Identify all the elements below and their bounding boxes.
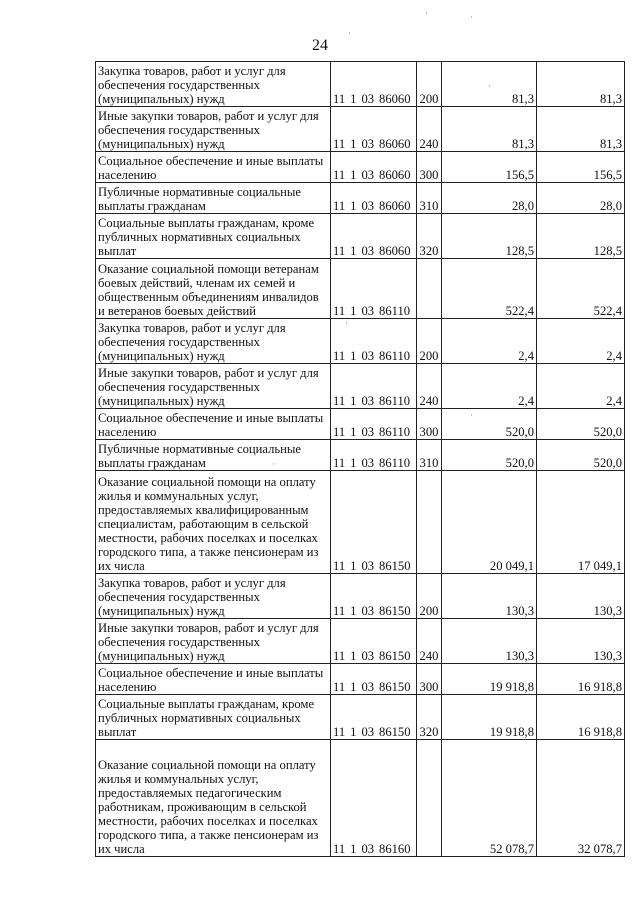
- row-value-1: 20 049,1: [442, 471, 537, 574]
- code-group: 03: [361, 349, 375, 363]
- table-row: [96, 619, 625, 664]
- code-subsection: 1: [350, 304, 357, 318]
- table-row: [96, 107, 625, 152]
- row-expense-type: 240: [417, 364, 442, 409]
- row-value-1: 520,0: [442, 440, 537, 471]
- code-item: 86150: [379, 559, 411, 573]
- row-expense-type: [417, 471, 442, 574]
- row-value-2: 130,3: [537, 574, 625, 619]
- code-subsection: 1: [350, 649, 357, 663]
- row-value-1: 28,0: [442, 183, 537, 214]
- code-group: 03: [361, 394, 375, 408]
- code-group: 03: [361, 168, 375, 182]
- code-item: 86150: [379, 604, 411, 618]
- budget-table: [95, 61, 625, 857]
- row-value-1: 52 078,7: [442, 740, 537, 857]
- code-group: 03: [361, 604, 375, 618]
- code-item: 86060: [379, 137, 411, 151]
- table-row: [96, 740, 625, 857]
- code-section: 11: [333, 199, 346, 213]
- code-subsection: 1: [350, 725, 357, 739]
- code-group: 03: [361, 199, 375, 213]
- code-item: 86150: [379, 680, 411, 694]
- table-row: [96, 440, 625, 471]
- row-value-2: 32 078,7: [537, 740, 625, 857]
- code-subsection: 1: [350, 559, 357, 573]
- row-code: [331, 62, 417, 107]
- code-group: 03: [361, 425, 375, 439]
- code-group: 03: [361, 649, 375, 663]
- row-value-1: 128,5: [442, 214, 537, 259]
- code-subsection: 1: [350, 137, 357, 151]
- code-item: 86060: [379, 92, 411, 106]
- row-name: Закупка товаров, работ и услуг для обеспечения государственных (муниципальных) нужд: [96, 574, 331, 619]
- row-name: Социальное обеспечение и иные выплаты населению: [96, 152, 331, 183]
- row-code: [331, 214, 417, 259]
- row-code: [331, 183, 417, 214]
- code-section: 11: [333, 456, 346, 470]
- row-code: [331, 319, 417, 364]
- row-name: Социальные выплаты гражданам, кроме публичных нормативных социальных выплат: [96, 214, 331, 259]
- code-section: 11: [333, 349, 346, 363]
- row-value-2: 130,3: [537, 619, 625, 664]
- code-item: 86150: [379, 725, 411, 739]
- row-name: Закупка товаров, работ и услуг для обеспечения государственных (муниципальных) нужд: [96, 62, 331, 107]
- table-row: [96, 183, 625, 214]
- row-name: Публичные нормативные социальные выплаты гражданам: [96, 440, 331, 471]
- code-group: 03: [361, 244, 375, 258]
- row-value-2: 156,5: [537, 152, 625, 183]
- code-group: 03: [361, 559, 375, 573]
- row-code: [331, 259, 417, 319]
- code-item: 86060: [379, 244, 411, 258]
- row-code: [331, 152, 417, 183]
- row-value-1: 156,5: [442, 152, 537, 183]
- row-value-1: 2,4: [442, 364, 537, 409]
- row-code: [331, 619, 417, 664]
- row-name: Социальное обеспечение и иные выплаты населению: [96, 664, 331, 695]
- table-row: [96, 364, 625, 409]
- row-value-1: 19 918,8: [442, 664, 537, 695]
- row-name: Оказание социальной помощи ветеранам боевых действий, членам их семей и общественным объединениям инвалидов и ветеранов боевых действий: [96, 259, 331, 319]
- code-group: 03: [361, 725, 375, 739]
- row-expense-type: 310: [417, 183, 442, 214]
- code-group: 03: [361, 137, 375, 151]
- row-value-2: 520,0: [537, 440, 625, 471]
- row-value-1: 19 918,8: [442, 695, 537, 740]
- row-value-2: 16 918,8: [537, 695, 625, 740]
- code-item: 86110: [379, 349, 411, 363]
- row-code: [331, 364, 417, 409]
- code-section: 11: [333, 680, 346, 694]
- row-value-1: 130,3: [442, 619, 537, 664]
- code-section: 11: [333, 604, 346, 618]
- row-value-1: 130,3: [442, 574, 537, 619]
- table-row: [96, 409, 625, 440]
- row-expense-type: [417, 740, 442, 857]
- code-section: 11: [333, 649, 346, 663]
- row-name: Иные закупки товаров, работ и услуг для обеспечения государственных (муниципальных) нужд: [96, 364, 331, 409]
- table-row: [96, 62, 625, 107]
- code-group: 03: [361, 842, 375, 856]
- row-code: [331, 107, 417, 152]
- row-value-1: 2,4: [442, 319, 537, 364]
- row-expense-type: 300: [417, 152, 442, 183]
- row-code: [331, 740, 417, 857]
- code-section: 11: [333, 842, 346, 856]
- row-code: [331, 574, 417, 619]
- table-row: [96, 259, 625, 319]
- row-value-2: 16 918,8: [537, 664, 625, 695]
- row-value-2: 522,4: [537, 259, 625, 319]
- code-section: 11: [333, 244, 346, 258]
- row-expense-type: 200: [417, 319, 442, 364]
- table-row: [96, 574, 625, 619]
- code-subsection: 1: [350, 456, 357, 470]
- row-value-1: 522,4: [442, 259, 537, 319]
- row-expense-type: [417, 259, 442, 319]
- row-code: [331, 471, 417, 574]
- code-subsection: 1: [350, 604, 357, 618]
- code-item: 86110: [379, 425, 411, 439]
- code-item: 86110: [379, 304, 411, 318]
- code-item: 86160: [379, 842, 411, 856]
- row-expense-type: 200: [417, 574, 442, 619]
- code-section: 11: [333, 92, 346, 106]
- table-row: [96, 214, 625, 259]
- row-value-2: 81,3: [537, 62, 625, 107]
- table-row: [96, 664, 625, 695]
- row-expense-type: 300: [417, 664, 442, 695]
- row-expense-type: 240: [417, 107, 442, 152]
- row-name: Социальные выплаты гражданам, кроме публичных нормативных социальных выплат: [96, 695, 331, 740]
- row-value-2: 128,5: [537, 214, 625, 259]
- row-value-2: 28,0: [537, 183, 625, 214]
- row-code: [331, 695, 417, 740]
- code-item: 86060: [379, 199, 411, 213]
- row-value-2: 520,0: [537, 409, 625, 440]
- code-item: 86110: [379, 456, 411, 470]
- row-expense-type: 310: [417, 440, 442, 471]
- row-value-2: 2,4: [537, 319, 625, 364]
- row-name: Оказание социальной помощи на оплату жилья и коммунальных услуг, предоставляемых педагогическим работникам, проживающим в сельской местности, рабочих поселках и поселках городского типа, а также пенсионерам из их числа: [96, 740, 331, 857]
- code-section: 11: [333, 425, 346, 439]
- row-value-2: 17 049,1: [537, 471, 625, 574]
- row-name: Оказание социальной помощи на оплату жилья и коммунальных услуг, предоставляемых квалифицированным специалистам, работающим в сельской местности, рабочих поселках и поселках городского типа, а также пенсионерам из их числа: [96, 471, 331, 574]
- row-value-1: 81,3: [442, 107, 537, 152]
- table-row: [96, 471, 625, 574]
- row-name: Публичные нормативные социальные выплаты гражданам: [96, 183, 331, 214]
- row-name: Социальное обеспечение и иные выплаты населению: [96, 409, 331, 440]
- row-expense-type: 240: [417, 619, 442, 664]
- row-code: [331, 440, 417, 471]
- row-value-1: 81,3: [442, 62, 537, 107]
- table-row: [96, 695, 625, 740]
- row-value-2: 81,3: [537, 107, 625, 152]
- row-name: Иные закупки товаров, работ и услуг для обеспечения государственных (муниципальных) нужд: [96, 107, 331, 152]
- code-group: 03: [361, 680, 375, 694]
- row-name: Иные закупки товаров, работ и услуг для обеспечения государственных (муниципальных) нужд: [96, 619, 331, 664]
- code-subsection: 1: [350, 842, 357, 856]
- row-expense-type: 320: [417, 695, 442, 740]
- code-subsection: 1: [350, 244, 357, 258]
- code-group: 03: [361, 92, 375, 106]
- code-subsection: 1: [350, 92, 357, 106]
- code-section: 11: [333, 394, 346, 408]
- code-subsection: 1: [350, 680, 357, 694]
- table-row: [96, 319, 625, 364]
- code-section: 11: [333, 168, 346, 182]
- code-group: 03: [361, 456, 375, 470]
- code-subsection: 1: [350, 199, 357, 213]
- code-section: 11: [333, 725, 346, 739]
- row-name: Закупка товаров, работ и услуг для обеспечения государственных (муниципальных) нужд: [96, 319, 331, 364]
- page-number: 24: [312, 37, 328, 54]
- code-section: 11: [333, 559, 346, 573]
- code-subsection: 1: [350, 425, 357, 439]
- row-code: [331, 664, 417, 695]
- code-section: 11: [333, 304, 346, 318]
- row-value-1: 520,0: [442, 409, 537, 440]
- code-section: 11: [333, 137, 346, 151]
- row-expense-type: 320: [417, 214, 442, 259]
- code-group: 03: [361, 304, 375, 318]
- table-row: [96, 152, 625, 183]
- code-subsection: 1: [350, 394, 357, 408]
- code-item: 86150: [379, 649, 411, 663]
- row-expense-type: 300: [417, 409, 442, 440]
- code-subsection: 1: [350, 168, 357, 182]
- code-item: 86110: [379, 394, 411, 408]
- row-code: [331, 409, 417, 440]
- row-expense-type: 200: [417, 62, 442, 107]
- code-item: 86060: [379, 168, 411, 182]
- row-value-2: 2,4: [537, 364, 625, 409]
- code-subsection: 1: [350, 349, 357, 363]
